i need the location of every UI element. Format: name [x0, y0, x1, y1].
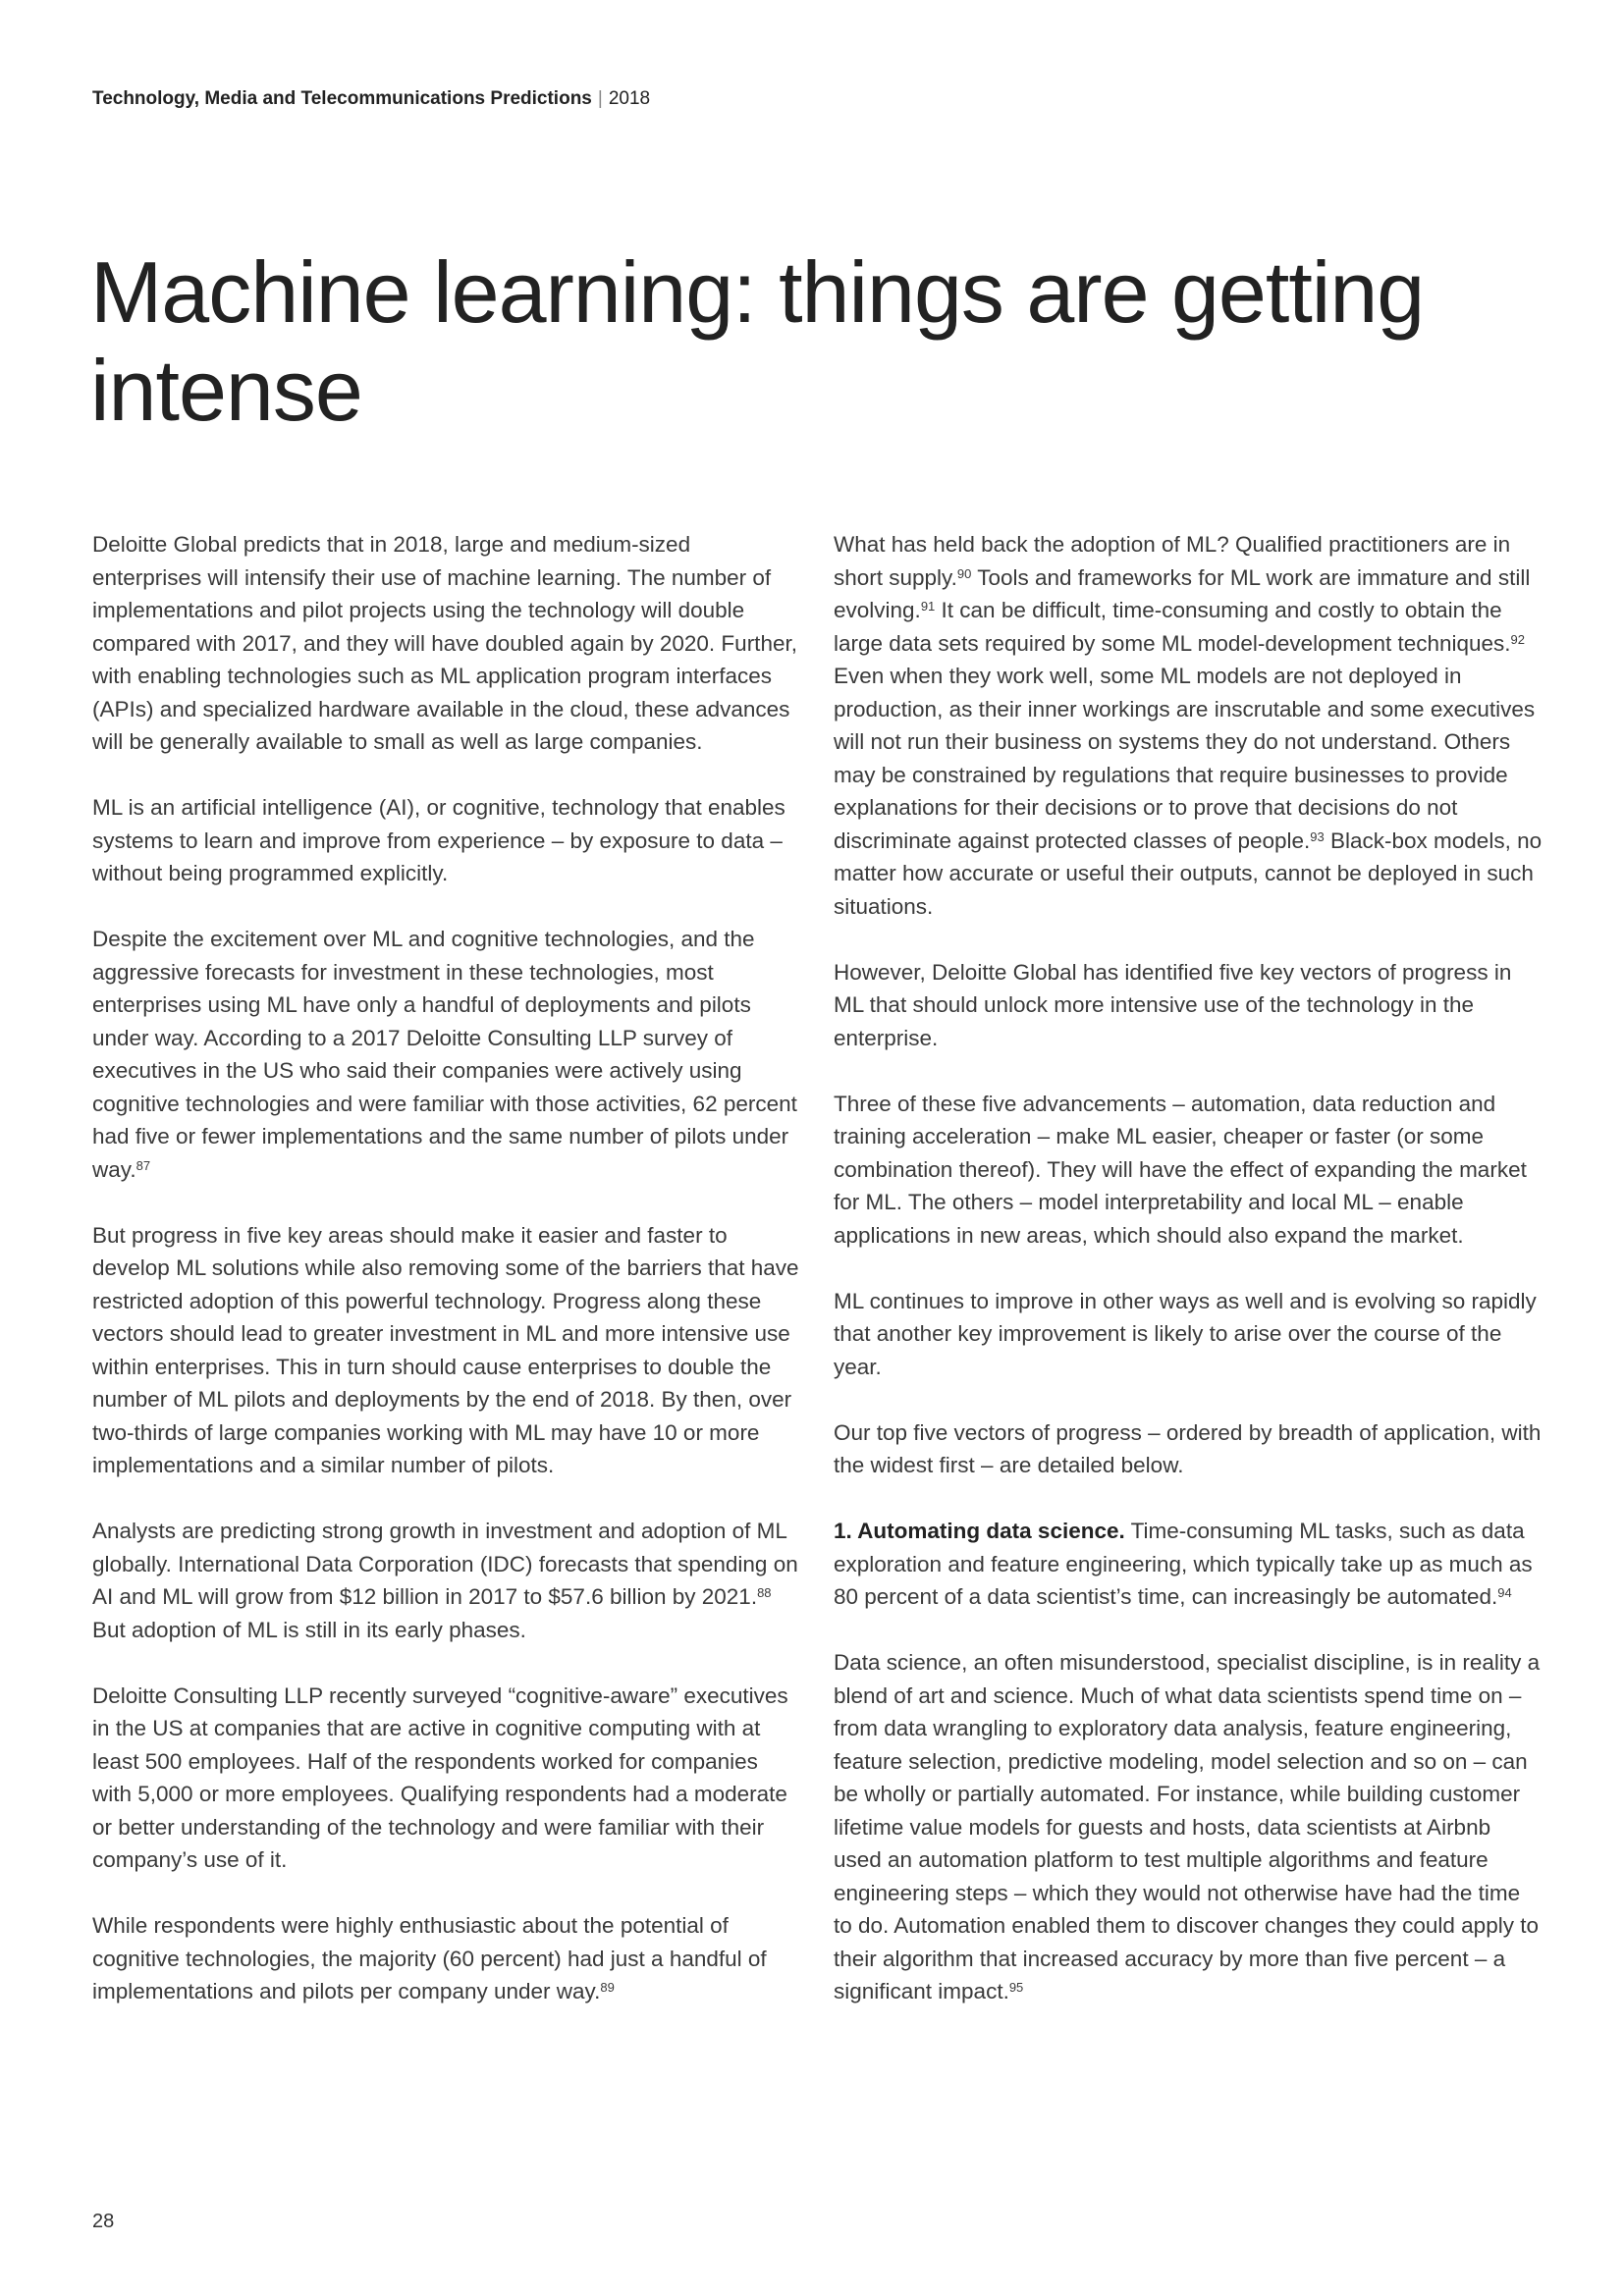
paragraph-text: Analysts are predicting strong growth in investment and adoption of ML globally. International Data Corporation (IDC) forecasts that spending on AI and ML will grow from $12 billion in 2017 to $57.6 billion by 2021.	[92, 1519, 798, 1609]
footnote-ref: 92	[1510, 631, 1526, 647]
footnote-ref: 93	[1310, 828, 1325, 844]
right-column	[834, 528, 1543, 2041]
page-title: Machine learning: things are getting intense	[90, 243, 1425, 439]
paragraph	[834, 1515, 1543, 1614]
paragraph-text: Data science, an often misunderstood, specialist discipline, is in reality a blend of art and science. Much of what data scientists spend time on – from data wrangling to exploratory data analysis, feature engineering, feature selection, predictive modeling, model selection and so on – can be wholly or partially automated. For instance, while building customer lifetime value models for guests and hosts, data scientists at Airbnb used an automation platform to test multiple algorithms and feature engineering steps – which they would not otherwise have had the time to do. Automation enabled them to discover changes they could apply to their algorithm that increased accuracy by more than five percent – a significant impact.	[834, 1650, 1541, 2003]
footnote-ref: 87	[135, 1157, 151, 1173]
footnote-ref: 90	[956, 565, 972, 581]
paragraph	[92, 923, 801, 1186]
publication-name: Technology, Media and Telecommunications Predictions	[92, 88, 592, 109]
left-column	[92, 528, 801, 2041]
paragraph	[834, 528, 1543, 923]
footnote-ref: 94	[1497, 1585, 1512, 1600]
paragraph: ML continues to improve in other ways as well and is evolving so rapidly that another key improvement is likely to arise over the course of the year.	[834, 1288, 1537, 1379]
paragraph-text: What has held back the adoption of ML? Qualified practitioners are in short supply.	[834, 532, 1511, 590]
paragraph-text: It can be difficult, time-consuming and costly to obtain the large data sets required by some ML model-development techniques.	[834, 598, 1511, 656]
footnote-ref: 89	[600, 1980, 615, 1995]
paragraph: ML is an artificial intelligence (AI), or cognitive, technology that enables systems to learn and improve from experience – by exposure to data – without being programmed explicitly.	[92, 795, 785, 885]
paragraph-text: Tools and frameworks for ML work are immature and still evolving.	[834, 564, 1531, 622]
paragraph	[834, 1646, 1543, 2008]
paragraph: Three of these five advancements – automation, data reduction and training acceleration – make ML easier, cheaper or faster (or some combination thereof). They will have the effect of expanding the market for ML. The others – model interpretability and local ML – enable applications in new areas, which should also expand the market.	[834, 1091, 1527, 1248]
paragraph-text: While respondents were highly enthusiastic about the potential of cognitive technologies, the majority (60 percent) had just a handful of implementations and pilots per company under way.	[92, 1913, 767, 2003]
section-heading: 1. Automating data science.	[834, 1519, 1125, 1543]
paragraph-text: But adoption of ML is still in its early phases.	[92, 1617, 526, 1642]
paragraph: But progress in five key areas should make it easier and faster to develop ML solutions while also removing some of the barriers that have restricted adoption of this powerful technology. Progress along these vectors should lead to greater investment in ML and more intensive use within enterprises. This in turn should cause enterprises to double the number of ML pilots and deployments by the end of 2018. By then, over two-thirds of large companies working with ML may have 10 or more implementations and a similar number of pilots.	[92, 1222, 799, 1477]
paragraph-text: Time-consuming ML tasks, such as data exploration and feature engineering, which typically take up as much as 80 percent of a data scientist’s time, can increasingly be automated.	[834, 1519, 1533, 1609]
paragraph: Deloitte Consulting LLP recently surveyed “cognitive-aware” executives in the US at companies that are active in cognitive computing with at least 500 employees. Half of the respondents worked for companies with 5,000 or more employees. Qualifying respondents had a moderate or better understanding of the technology and were familiar with their company’s use of it.	[92, 1682, 788, 1872]
paragraph: However, Deloitte Global has identified five key vectors of progress in ML that should unlock more intensive use of the technology in the enterprise.	[834, 959, 1512, 1050]
paragraph	[92, 1515, 801, 1646]
page-number: 28	[92, 2211, 115, 2232]
footnote-ref: 95	[1008, 1980, 1024, 1995]
header-separator: |	[597, 88, 603, 109]
paragraph-text: Even when they work well, some ML models are not deployed in production, as their inner workings are inscrutable and some executives will not run their business on systems they do not understand. Others may be constrained by regulations that require businesses to provide explanations for their decisions or to prove that decisions do not discriminate against protected classes of people.	[834, 664, 1536, 853]
paragraph: Deloitte Global predicts that in 2018, large and medium-sized enterprises will intensify their use of machine learning. The number of implementations and pilot projects using the technology will double compared with 2017, and they will have doubled again by 2020. Further, with enabling technologies such as ML application program interfaces (APIs) and specialized hardware available in the cloud, these advances will be generally available to small as well as large companies.	[92, 532, 797, 754]
paragraph: Our top five vectors of progress – ordered by breadth of application, with the widest first – are detailed below.	[834, 1419, 1542, 1477]
footnote-ref: 91	[920, 599, 936, 614]
paragraph	[92, 1909, 801, 2008]
paragraph-text: Black-box models, no matter how accurate or useful their outputs, cannot be deployed in such situations.	[834, 828, 1543, 919]
footnote-ref: 88	[757, 1585, 772, 1600]
publication-year: 2018	[608, 88, 651, 109]
paragraph-text: Despite the excitement over ML and cognitive technologies, and the aggressive forecasts for investment in these technologies, most enterprises using ML have only a handful of deployments and pilots under way. According to a 2017 Deloitte Consulting LLP survey of executives in the US who said their companies were actively using cognitive technologies and were familiar with those activities, 62 percent had five or fewer implementations and the same number of pilots under way.	[92, 927, 797, 1182]
running-header	[92, 88, 650, 110]
